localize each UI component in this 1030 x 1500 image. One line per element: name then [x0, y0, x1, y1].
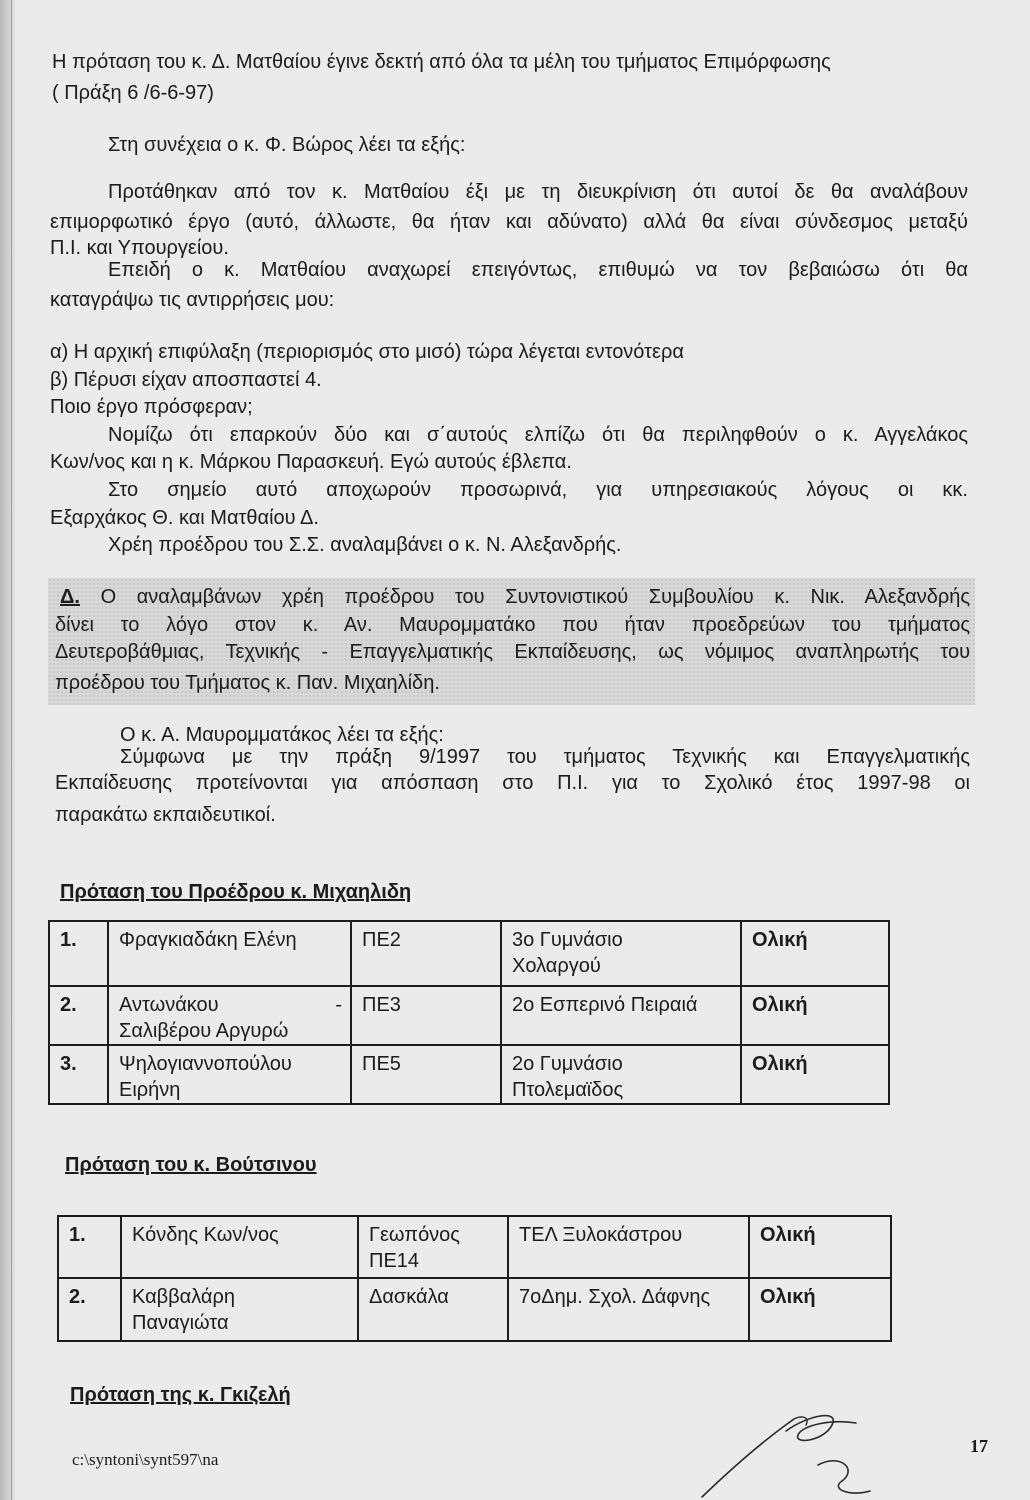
secondment-type: Ολική — [741, 986, 889, 1045]
row-number: 2. — [49, 986, 108, 1045]
teacher-name: Καββαλάρη Παναγιώτα — [121, 1278, 358, 1341]
teacher-name: Αντωνάκου - Σαλιβέρου Αργυρώ — [108, 986, 351, 1045]
objection-a: α) Η αρχική επιφύλαξη (περιορισμός στο μισό) τώρα λέγεται εντονότερα — [50, 341, 684, 363]
file-path: c:\syntoni\synt597\na — [72, 1450, 219, 1469]
voros-p3-line-1: Νομίζω ότι επαρκούν δύο και σ΄αυτούς ελπίζω ότι θα περιληφθούν ο κ. Αγγελάκος — [108, 424, 968, 446]
voros-p5: Χρέη προέδρου του Σ.Σ. αναλαμβάνει ο κ. Ν. Αλεξανδρής. — [108, 534, 622, 556]
mavrommatakos-line-1: Σύμφωνα με την πράξη 9/1997 του τμήματος Τεχνικής και Επαγγελματικής — [120, 746, 970, 768]
proposal-2-heading: Πρόταση του κ. Βούτσινου — [65, 1154, 317, 1176]
page-binding-shadow — [0, 0, 16, 1500]
intro-line-2: ( Πράξη 6 /6-6-97) — [52, 82, 214, 104]
mavrommatakos-intro: Ο κ. Α. Μαυρομματάκος λέει τα εξής: — [120, 724, 444, 746]
teacher-name: Κόνδης Κων/νος — [121, 1216, 358, 1278]
voros-intro: Στη συνέχεια ο κ. Φ. Βώρος λέει τα εξής: — [108, 134, 466, 156]
voros-p1-line-1: Προτάθηκαν από τον κ. Ματθαίου έξι με τη διευκρίνιση ότι αυτοί δε θα αναλάβουν — [108, 181, 968, 203]
section-d-line-2: δίνει το λόγο στον κ. Αν. Μαυρομματάκο που ήταν προεδρεύων του τμήματος — [55, 614, 970, 636]
voros-p2-line-2: καταγράψω τις αντιρρήσεις μου: — [50, 289, 335, 311]
objection-b: β) Πέρυσι είχαν αποσπαστεί 4. — [50, 369, 322, 391]
school: ΤΕΛ Ξυλοκάστρου — [508, 1216, 749, 1278]
secondment-type: Ολική — [749, 1278, 891, 1341]
secondment-type: Ολική — [741, 1045, 889, 1104]
voros-p1-line-3: Π.Ι. και Υπουργείου. — [50, 237, 229, 259]
signature-icon — [690, 1395, 890, 1500]
table-row — [49, 921, 889, 986]
section-d-line-4: προέδρου του Τμήματος κ. Παν. Μιχαηλίδη. — [55, 672, 440, 694]
section-d-line-3: Δευτεροβάθμιας, Τεχνικής - Επαγγελματικής Εκπαίδευσης, ως νόμιμος αναπληρωτής του — [55, 641, 970, 663]
school: 2ο Γυμνάσιο Πτολεμαϊδος — [501, 1045, 741, 1104]
specialty: ΠΕ2 — [351, 921, 501, 986]
mavrommatakos-line-2: Εκπαίδευσης προτείνονται για απόσπαση στο Π.Ι. για το Σχολικό έτος 1997-98 οι — [55, 772, 970, 794]
row-number: 3. — [49, 1045, 108, 1104]
voros-p3-line-2: Κων/νος και η κ. Μάρκου Παρασκευή. Εγώ αυτούς έβλεπα. — [50, 451, 572, 473]
school: 2ο Εσπερινό Πειραιά — [501, 986, 741, 1045]
specialty: Γεωπόνος ΠΕ14 — [358, 1216, 508, 1278]
table-row — [58, 1216, 891, 1278]
school: 3ο Γυμνάσιο Χολαργού — [501, 921, 741, 986]
specialty: ΠΕ3 — [351, 986, 501, 1045]
secondment-type: Ολική — [749, 1216, 891, 1278]
row-number: 2. — [58, 1278, 121, 1341]
intro-line-1: Η πρόταση του κ. Δ. Ματθαίου έγινε δεκτή από όλα τα μέλη του τμήματος Επιμόρφωσης — [52, 51, 831, 73]
school: 7οΔημ. Σχολ. Δάφνης — [508, 1278, 749, 1341]
section-d-text-1: Ο αναλαμβάνων χρέη προέδρου του Συντονιστικού Συμβουλίου κ. Νικ. Αλεξανδρής — [100, 586, 970, 608]
teacher-name: Φραγκιαδάκη Ελένη — [108, 921, 351, 986]
row-number: 1. — [58, 1216, 121, 1278]
specialty: Δασκάλα — [358, 1278, 508, 1341]
mavrommatakos-line-3: παρακάτω εκπαιδευτικοί. — [55, 804, 276, 826]
voros-question: Ποιο έργο πρόσφεραν; — [50, 396, 253, 418]
voros-p4-line-1: Στο σημείο αυτό αποχωρούν προσωρινά, για υπηρεσιακούς λόγους οι κκ. — [108, 479, 968, 501]
row-number: 1. — [49, 921, 108, 986]
teacher-name: Ψηλογιαννοπούλου Ειρήνη — [108, 1045, 351, 1104]
voros-p4-line-2: Εξαρχάκος Θ. και Ματθαίου Δ. — [50, 507, 319, 529]
proposal-1-heading: Πρόταση του Προέδρου κ. Μιχαηλιδη — [60, 881, 412, 903]
section-d-label: Δ. — [60, 586, 80, 608]
proposal-3-heading: Πρόταση της κ. Γκιζελή — [70, 1384, 291, 1406]
page-number: 17 — [970, 1436, 988, 1456]
specialty: ΠΕ5 — [351, 1045, 501, 1104]
table-row — [58, 1278, 891, 1341]
table-row — [49, 1045, 889, 1104]
secondment-type: Ολική — [741, 921, 889, 986]
table-row — [49, 986, 889, 1045]
voros-p1-line-2: επιμορφωτικό έργο (αυτό, άλλωστε, θα ήταν και αδύνατο) αλλά θα είναι σύνδεσμος μεταξύ — [50, 211, 968, 233]
section-d-line-1 — [60, 585, 970, 609]
page-edge-line — [11, 0, 12, 1500]
proposal-1-table — [48, 920, 890, 1105]
proposal-2-table — [57, 1215, 892, 1342]
voros-p2-line-1: Επειδή ο κ. Ματθαίου αναχωρεί επειγόντως, επιθυμώ να τον βεβαιώσω ότι θα — [108, 259, 968, 281]
